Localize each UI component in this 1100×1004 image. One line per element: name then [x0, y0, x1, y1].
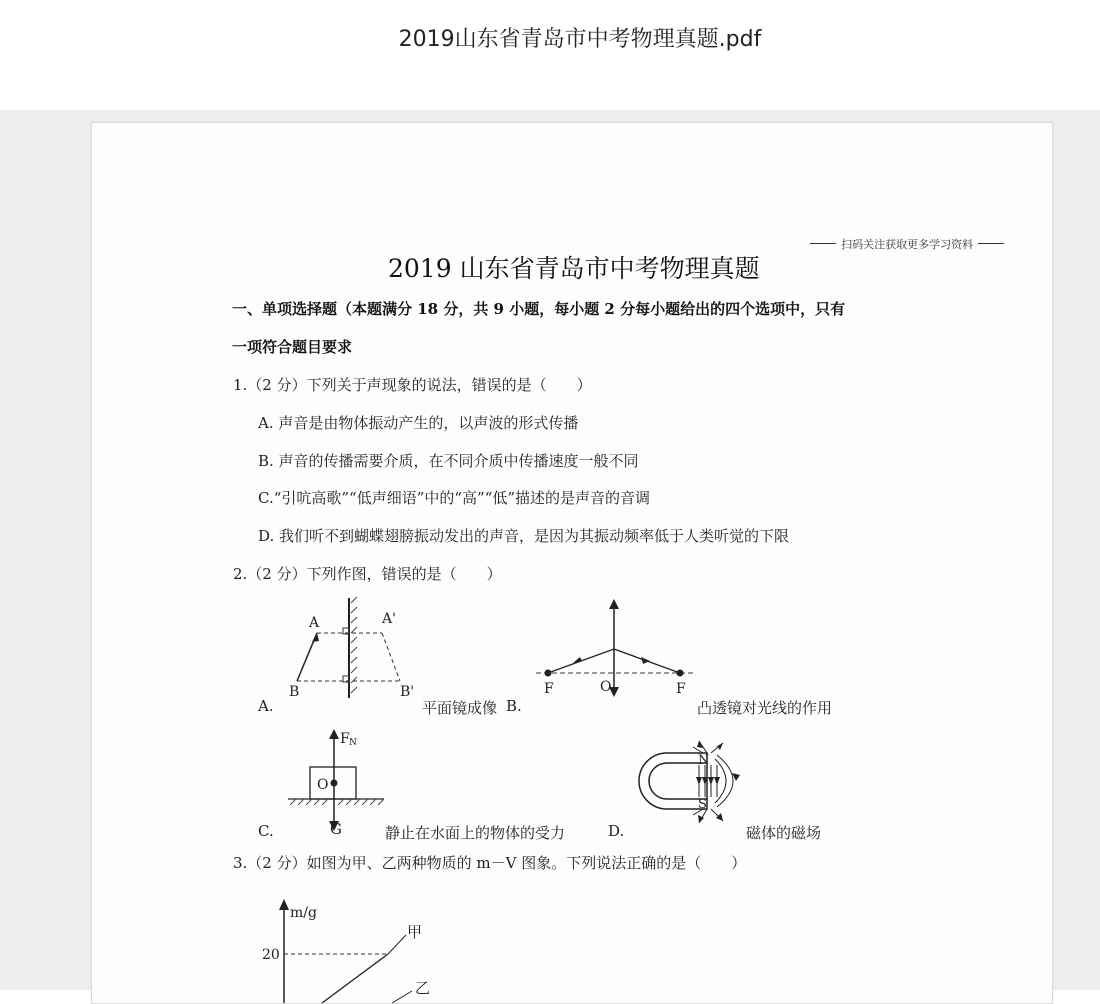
convex-lens-figure: [532, 599, 702, 699]
question-1-option-b: B. 声音的传播需要介质，在不同介质中传播速度一般不同: [258, 452, 639, 470]
figure-b-caption: 凸透镜对光线的作用: [697, 699, 833, 717]
plane-mirror-figure: [272, 593, 422, 703]
question-1-stem: 1.（2 分）下列关于声现象的说法，错误的是（ ）: [233, 376, 592, 394]
section-heading-line1: 一、单项选择题（本题满分 18 分，共 9 小题，每小题 2 分每小题给出的四个选项中，只有: [232, 300, 846, 318]
magnet-field-figure: [637, 735, 757, 831]
label-o-lens: O: [600, 679, 612, 695]
label-a: A: [309, 615, 320, 631]
label-fn-subscript: N: [349, 738, 357, 748]
question-1-option-a: A. 声音是由物体振动产生的，以声波的形式传播: [258, 414, 579, 432]
figure-d-caption: 磁体的磁场: [746, 824, 822, 842]
label-s-pole: S: [698, 797, 707, 812]
file-title: 2019山东省青岛市中考物理真题.pdf: [398, 27, 762, 52]
question-1-option-c: C.“引吭高歌”“低声细语”中的“高”“低”描述的是声音的音调: [258, 489, 651, 507]
graph-y-tick-20: 20: [262, 947, 280, 963]
title-bar: [0, 0, 1100, 110]
figure-a-letter: A.: [258, 697, 274, 715]
label-fn: F: [340, 731, 350, 747]
top-note-text: 扫码关注获取更多学习资料: [841, 238, 974, 251]
figure-b-letter: B.: [506, 697, 522, 715]
pdf-page: [91, 122, 1053, 1004]
top-note: [810, 233, 1004, 252]
question-3-stem: 3.（2 分）如图为甲、乙两种物质的 m－V 图象。下列说法正确的是（ ）: [233, 854, 747, 872]
label-a-prime: A': [382, 611, 396, 627]
question-2-stem: 2.（2 分）下列作图，错误的是（ ）: [233, 565, 502, 583]
graph-y-axis-label: m/g: [290, 905, 317, 921]
mass-volume-graph: [252, 895, 452, 1003]
figure-d-letter: D.: [608, 822, 625, 840]
label-g: G: [330, 820, 342, 838]
graph-series-yi: 乙: [415, 979, 431, 997]
section-heading-line2: 一项符合题目要求: [232, 338, 353, 356]
pdf-viewer[interactable]: [0, 110, 1100, 997]
label-b: B: [289, 684, 300, 700]
label-f-left: F: [544, 681, 554, 697]
figure-a-caption: 平面镜成像: [422, 699, 498, 717]
label-f-right: F: [676, 681, 686, 697]
label-n-pole: N: [698, 753, 710, 768]
graph-series-jia: 甲: [407, 923, 423, 941]
figure-c-letter: C.: [258, 822, 274, 840]
label-b-prime: B': [400, 684, 415, 700]
figure-c-caption: 静止在水面上的物体的受力: [385, 824, 566, 842]
question-1-option-d: D. 我们听不到蝴蝶翅膀振动发出的声音，是因为其振动频率低于人类听觉的下限: [258, 527, 790, 545]
doc-title: 2019 山东省青岛市中考物理真题: [388, 254, 760, 283]
floating-object-figure: [282, 727, 402, 837]
label-o-object: O: [317, 777, 329, 793]
